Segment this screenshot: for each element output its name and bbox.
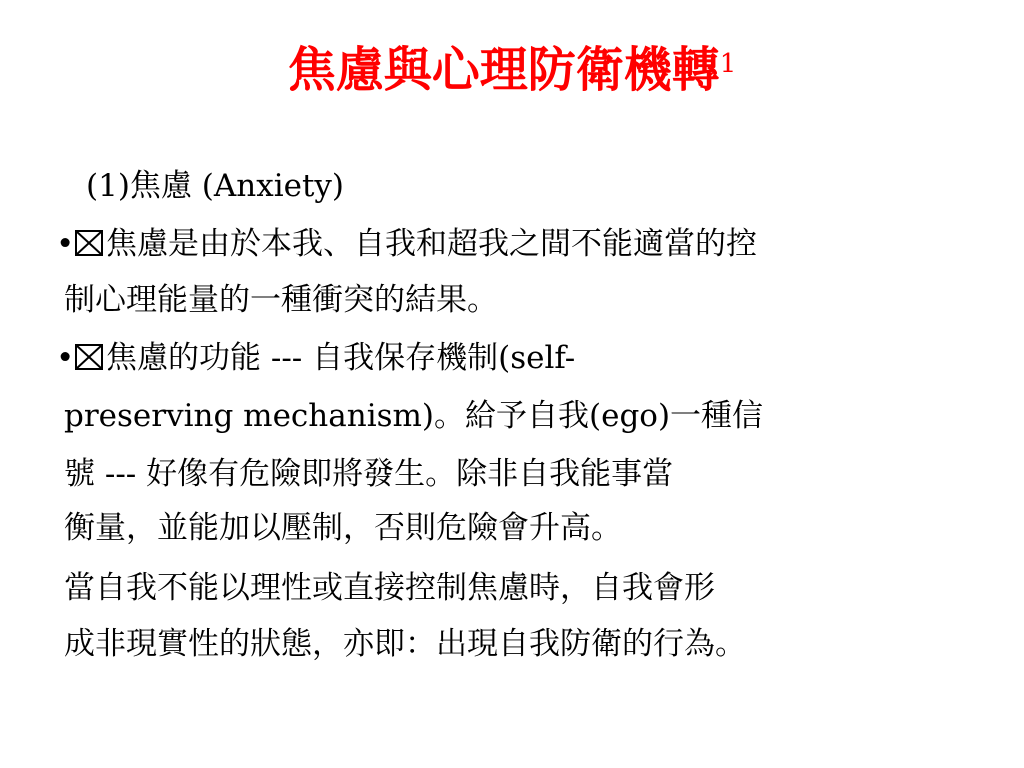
- bullet-2-text-1: 焦慮的功能 --- 自我保存機制(self-: [106, 340, 576, 376]
- slide-title: [0, 40, 1024, 100]
- subheading: (1)焦慮 (Anxiety): [86, 168, 345, 204]
- bullet-2-line-4: 衡量，並能加以壓制，否則危險會升高。: [64, 510, 622, 546]
- bullet-2-line-5: 當自我不能以理性或直接控制焦慮時，自我會形: [64, 570, 715, 606]
- bullet-1-text-1: 焦慮是由於本我、自我和超我之間不能適當的控: [106, 226, 757, 262]
- bullet-dot: •: [56, 340, 75, 376]
- bullet-2-line-1: [56, 338, 575, 378]
- bullet-1-line-2: 制心理能量的一種衝突的結果。: [64, 282, 498, 318]
- bullet-2-line-6: 成非現實性的狀態，亦即：出現自我防衛的行為。: [64, 626, 746, 662]
- bullet-1-line-1: [56, 224, 757, 264]
- slide-title-text: 焦慮與心理防衛機轉: [287, 42, 720, 98]
- title-superscript: 1: [719, 49, 737, 79]
- bullet-2-line-3: 號 --- 好像有危險即將發生。除非自我能事當: [64, 456, 674, 492]
- bullet-2-line-2: preserving mechanism)。給予自我(ego)一種信: [64, 398, 764, 434]
- x-box-icon: [74, 228, 104, 258]
- bullet-dot: •: [56, 226, 75, 262]
- x-box-icon: [74, 342, 104, 372]
